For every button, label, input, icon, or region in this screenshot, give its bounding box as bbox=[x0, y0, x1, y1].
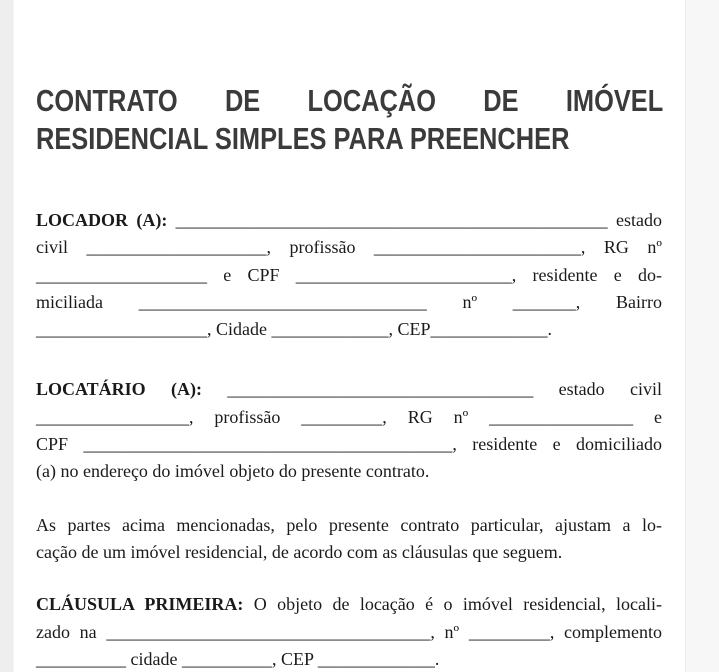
line-text: (a) no endereço do imóvel objeto do presente contrato. bbox=[36, 461, 430, 482]
locador-label: LOCADOR (A): bbox=[36, 210, 168, 230]
contract-title bbox=[36, 82, 663, 158]
contract-line bbox=[36, 234, 662, 261]
paragraph-locador bbox=[36, 207, 662, 343]
contract-line bbox=[36, 458, 662, 485]
line-text: _________________, profissão _________, RG nº ________________ e bbox=[36, 406, 662, 427]
line-text: miciliada ________________________________ nº _______, Bairro bbox=[36, 291, 662, 312]
contract-line bbox=[36, 646, 662, 672]
line-text: __________________________________ estado civil bbox=[202, 379, 662, 400]
contract-line bbox=[36, 512, 662, 539]
line-text: civil ____________________, profissão _______________________, RG nº bbox=[36, 237, 662, 258]
contract-line bbox=[36, 591, 662, 618]
paragraph-locatario bbox=[36, 376, 662, 485]
title-line-2: RESIDENCIAL SIMPLES PARA PREENCHER bbox=[36, 121, 570, 156]
contract-line bbox=[36, 431, 662, 458]
contract-line bbox=[36, 207, 662, 234]
contract-line bbox=[36, 539, 662, 566]
locatario-label: LOCATÁRIO (A): bbox=[36, 379, 202, 400]
title-line-1: CONTRATO DE LOCAÇÃO DE IMÓVEL bbox=[36, 83, 664, 118]
line-text: CPF _________________________________________, residente e domiciliado bbox=[36, 434, 662, 455]
contract-line bbox=[36, 376, 662, 403]
line-text: O objeto de locação é o imóvel residencial, locali- bbox=[243, 594, 663, 615]
contract-page bbox=[14, 0, 686, 672]
line-text: cação de um imóvel residencial, de acordo com as cláusulas que seguem. bbox=[36, 541, 563, 562]
contract-line bbox=[36, 262, 662, 289]
line-text: __________ cidade __________, CEP _____________. bbox=[36, 648, 440, 669]
contract-line bbox=[36, 316, 662, 343]
line-text: ___________________, Cidade _____________, CEP_____________. bbox=[36, 319, 552, 340]
contract-line bbox=[36, 619, 662, 646]
paragraph-intro bbox=[36, 512, 662, 567]
left-gutter bbox=[0, 0, 14, 672]
contract-line bbox=[36, 404, 662, 431]
paragraph-clausula-primeira bbox=[36, 591, 662, 672]
line-text: zado na ____________________________________, nº _________, complemento bbox=[36, 621, 662, 642]
line-text: ___________________ e CPF ________________________, residente e do- bbox=[36, 264, 662, 285]
line-text: As partes acima mencionadas, pelo presente contrato particular, ajustam a lo- bbox=[36, 514, 662, 535]
line-text: ________________________________________________ estado bbox=[167, 210, 662, 230]
contract-line bbox=[36, 289, 662, 316]
clausula-primeira-label: CLÁUSULA PRIMEIRA: bbox=[36, 594, 244, 615]
